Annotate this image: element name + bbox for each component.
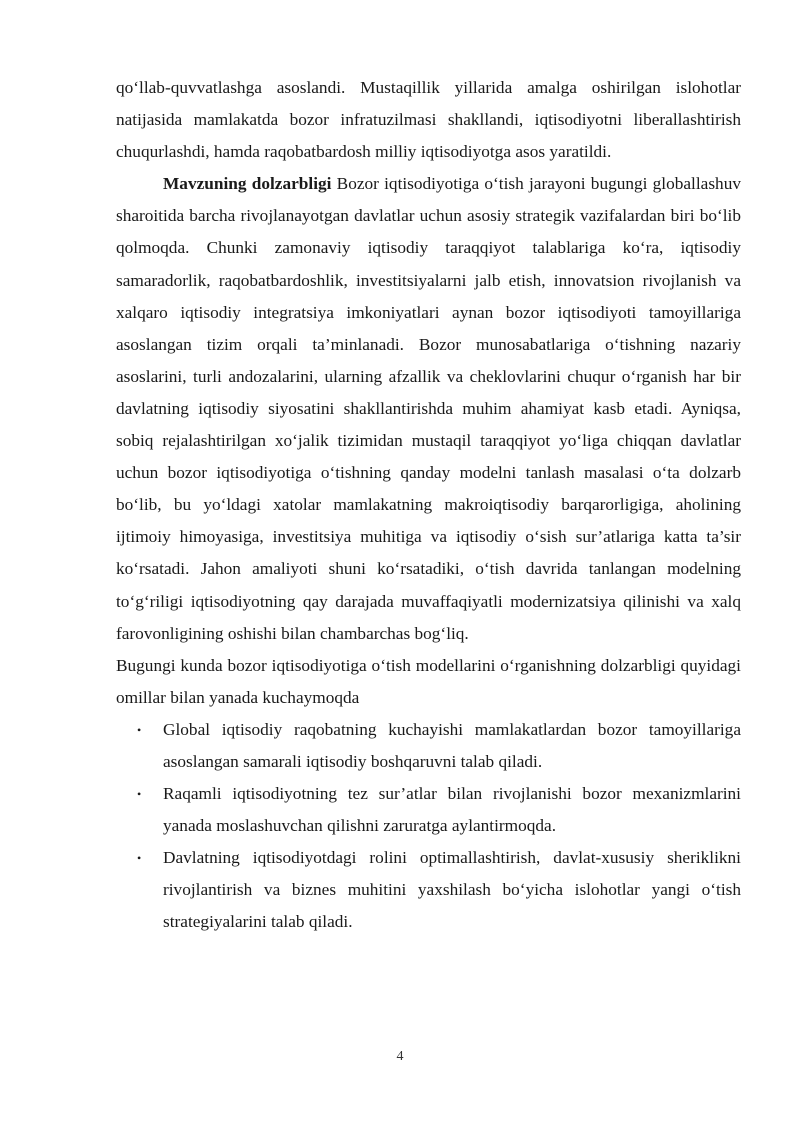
page-number: 4 <box>396 1049 404 1064</box>
list-item <box>116 714 741 778</box>
paragraph-factors-intro: Bugungi kunda bozor iqtisodiyotiga o‘tish modellarini o‘rganishning dolzarbligi quyidagi omillar bilan yanada kuchaymoqda <box>116 655 741 707</box>
list-item-text: Davlatning iqtisodiyotdagi rolini optimallashtirish, davlat-xususiy sheriklikni rivojlantirish va biznes muhitini yaxshilash bo‘yicha islohotlar yangi o‘tish strategiyalarini talab qiladi. <box>163 848 741 932</box>
bullet-icon: • <box>137 851 142 866</box>
paragraph-intro: qo‘llab-quvvatlashga asoslandi. Mustaqillik yillarida amalga oshirilgan islohotlar natijasida mamlakatda bozor infratuzilmasi shakllandi, iqtisodiyotni liberallashtirish chuqurlashdi, hamda raqobatbardosh milliy iqtisodiyotga asos yaratildi. <box>116 78 741 162</box>
relevance-heading: Mavzuning dolzarbligi <box>163 174 332 194</box>
list-item <box>116 842 741 938</box>
list-item-text: Raqamli iqtisodiyotning tez sur’atlar bilan rivojlanishi bozor mexanizmlarini yanada moslashuvchan qilishni zaruratga aylantirmoqda. <box>163 784 741 836</box>
factors-list <box>116 714 741 939</box>
relevance-body: Bozor iqtisodiyotiga o‘tish jarayoni bugungi globallashuv sharoitida barcha rivojlanayotgan davlatlar uchun asosiy strategik vazifalardan biri bo‘lib qolmoqda. Chunki zamonaviy iqtisodiy taraqqiyot talablariga ko‘ra, iqtisodiy samaradorlik, raqobatbardoshlik, investitsiyalarni jalb etish, innovatsion rivojlanish va xalqaro iqtisodiy integratsiya imkoniyatlari aynan bozor iqtisodiyoti tamoyillariga asoslangan tizim orqali ta’minlanadi. Bozor munosabatlariga o‘tishning nazariy asoslarini, turli andozalarini, ularning afzallik va cheklovlarini chuqur o‘rganish har bir davlatning iqtisodiy siyosatini shakllantirishda muhim ahamiyat kasb etadi. Ayniqsa, sobiq rejalashtirilgan xo‘jalik tizimidan mustaqil taraqqiyot yo‘liga chiqqan davlatlar uchun bozor iqtisodiyotiga o‘tishning qanday modelni tanlash masalasi o‘ta dolzarb bo‘lib, bu yo‘ldagi xatolar mamlakatning makroiqtisodiy barqarorligiga, aholining ijtimoiy himoyasiga, investitsiya muhitiga va iqtisodiy o‘sish sur’atlariga katta ta’sir ko‘rsatadi. Jahon amaliyoti shuni ko‘rsatadiki, o‘tish davrida tanlangan modelning to‘g‘riligi iqtisodiyotning qay darajada muvaffaqiyatli modernizatsiya qilinishi va xalq farovonligining oshishi bilan chambarchas bog‘liq. <box>116 174 741 643</box>
paragraph-relevance <box>116 168 741 649</box>
list-item-text: Global iqtisodiy raqobatning kuchayishi mamlakatlardan bozor tamoyillariga asoslangan samarali iqtisodiy boshqaruvni talab qiladi. <box>163 719 741 771</box>
bullet-icon: • <box>137 722 142 737</box>
document-page <box>116 72 741 939</box>
list-item <box>116 778 741 842</box>
bullet-icon: • <box>137 787 142 802</box>
